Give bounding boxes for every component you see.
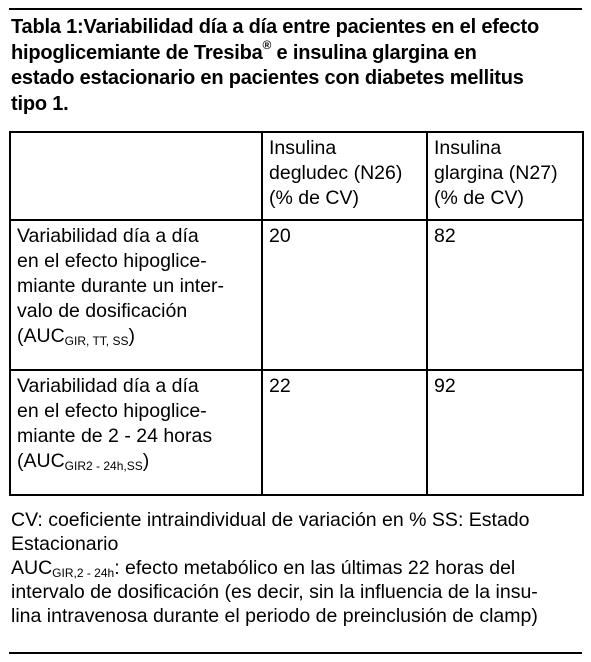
table-row (10, 220, 583, 370)
table-footnotes (11, 508, 581, 628)
auc-text: (AUC (17, 450, 65, 472)
header-text: degludec (N26) (269, 162, 403, 184)
row-label-cell (10, 220, 262, 370)
footnote-line: intervalo de dosificación (es decir, sin la influencia de la insu- (11, 581, 538, 603)
top-rule (9, 8, 582, 10)
caption-line (11, 37, 577, 67)
auc-subscript: GIR, TT, SS (64, 334, 129, 348)
glargina-value-cell: 92 (427, 370, 583, 495)
registered-mark: ® (262, 37, 272, 52)
row-label-text: en el efecto hipoglice- (17, 400, 207, 422)
table-caption (11, 15, 577, 117)
row-label-text: Variabilidad día a día (17, 375, 199, 397)
auc-close: ) (142, 450, 150, 472)
auc-close: ) (128, 325, 135, 347)
caption-line: tipo 1. (11, 92, 69, 115)
footnote-line: Estacionario (11, 533, 119, 555)
caption-line: estado estacionario en pacientes con diabetes mellitus (11, 67, 524, 89)
header-cell-glargina (427, 132, 583, 220)
degludec-value-cell: 22 (262, 370, 427, 495)
degludec-value-cell: 20 (262, 220, 427, 370)
table-header-row (10, 132, 583, 220)
table-row (10, 370, 583, 495)
header-text: glargina (N27) (434, 162, 558, 184)
row-label-auc (17, 449, 255, 474)
footnote-line: lina intravenosa durante el periodo de preinclusión de clamp) (11, 605, 538, 627)
row-label-text: miante de 2 - 24 horas (17, 425, 213, 447)
footnote-line: CV: coeficiente intraindividual de variación en % SS: Estado (11, 509, 530, 531)
header-text: Insulina (434, 137, 502, 159)
auc-text: (AUC (17, 325, 65, 347)
row-label-auc (17, 324, 255, 349)
header-text: (% de CV) (269, 187, 359, 209)
header-text: Insulina (269, 137, 337, 159)
row-label-cell (10, 370, 262, 495)
auc-subscript: GIR2 - 24h,SS (64, 459, 143, 473)
footnote-text: : efecto metabólico en las últimas 22 horas del (114, 557, 516, 579)
footnote-auc-subscript: GIR,2 - 24h (52, 566, 115, 580)
header-cell-degludec (262, 132, 427, 220)
row-label-text: Variabilidad día a día (17, 225, 199, 247)
row-label-text: miante durante un inter- (17, 275, 225, 297)
document (9, 8, 582, 654)
header-text: (% de CV) (434, 187, 524, 209)
caption-line: Tabla 1:Variabilidad día a día entre pacientes en el efecto (11, 16, 540, 38)
row-label-text: en el efecto hipoglice- (17, 250, 207, 272)
footnote-line (11, 556, 581, 580)
caption-text: e insulina glargina en (271, 41, 477, 64)
row-label-text: valo de dosificación (17, 300, 188, 322)
header-cell-empty (10, 132, 262, 220)
variability-table (9, 131, 584, 496)
footnote-auc: AUC (11, 557, 53, 579)
bottom-rule (9, 652, 582, 654)
glargina-value-cell: 82 (427, 220, 583, 370)
caption-text: hipoglicemiante de Tresiba (11, 41, 263, 64)
